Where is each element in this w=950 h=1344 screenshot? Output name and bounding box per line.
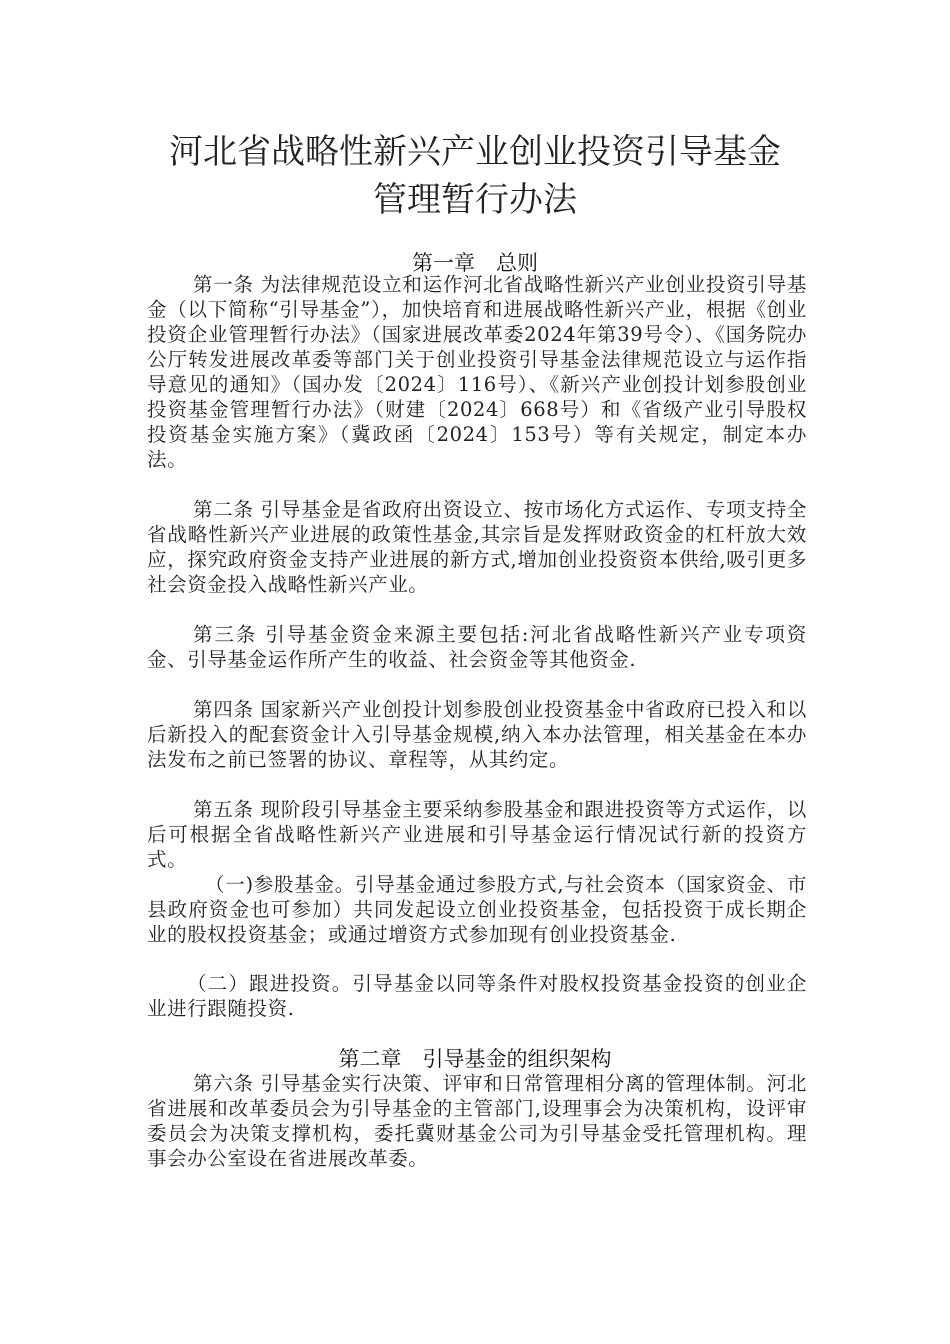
article-5: 第五条 现阶段引导基金主要采纳参股基金和跟进投资等方式运作，以后可根据全省战略性新兴产业进展和引导基金运行情况试行新的投资方式。 (147, 798, 807, 871)
article-6: 第六条 引导基金实行决策、评审和日常管理相分离的管理体制。河北省进展和改革委员会为引导基金的主管部门,设理事会为决策机构，设评审委员会为决策支撑机构，委托冀财基金公司为引导基金受托管理机构。理事会办公室设在省进展改革委。 (147, 1072, 807, 1170)
chapter-heading-1: 第一章 总则 (412, 251, 538, 275)
article-4: 第四条 国家新兴产业创投计划参股创业投资基金中省政府已投入和以后新投入的配套资金计入引导基金规模,纳入本办法管理，相关基金在本办法发布之前已签署的协议、章程等，从其约定。 (147, 698, 807, 771)
document-title-line-1: 河北省战略性新兴产业创业投资引导基金 (169, 132, 781, 172)
document-title-line-2: 管理暂行办法 (373, 180, 577, 220)
article-5-item-1: （一)参股基金。引导基金通过参股方式,与社会资本（国家资金、市县政府资金也可参加）共同发起设立创业投资基金，包括投资于成长期企业的股权投资基金；或通过增资方式参加现有创业投资基金. (147, 873, 807, 946)
article-1: 第一条 为法律规范设立和运作河北省战略性新兴产业创业投资引导基金（以下简称“引导基金”），加快培育和进展战略性新兴产业，根据《创业投资企业管理暂行办法》（国家进展改革委2024年第39号令）、《国务院办公厅转发进展改革委等部门关于创业投资引导基金法律规范设立与运作指导意见的通知》（国办发〔2024〕116号）、《新兴产业创投计划参股创业投资基金管理暂行办法》（财建〔2024〕668号）和《省级产业引导股权投资基金实施方案》（冀政函〔2024〕153号）等有关规定，制定本办法。 (147, 273, 807, 471)
article-5-item-2: （二）跟进投资。引导基金以同等条件对股权投资基金投资的创业企业进行跟随投资. (147, 972, 807, 1020)
chapter-heading-2: 第二章 引导基金的组织架构 (338, 1047, 612, 1071)
article-3: 第三条 引导基金资金来源主要包括:河北省战略性新兴产业专项资金、引导基金运作所产生的收益、社会资金等其他资金. (147, 623, 807, 671)
article-2: 第二条 引导基金是省政府出资设立、按市场化方式运作、专项支持全省战略性新兴产业进展的政策性基金,其宗旨是发挥财政资金的杠杆放大效应，探究政府资金支持产业进展的新方式,增加创业投资资本供给,吸引更多社会资金投入战略性新兴产业。 (147, 498, 807, 596)
